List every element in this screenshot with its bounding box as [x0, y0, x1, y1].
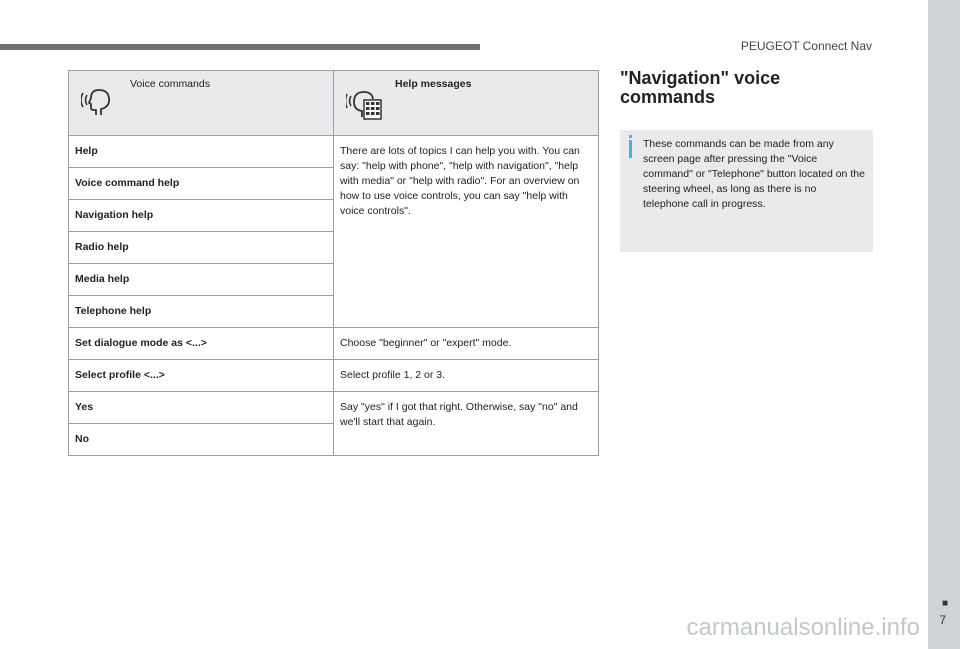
command-cell: No — [69, 424, 334, 456]
info-icon-bar — [629, 140, 632, 158]
command-cell: Media help — [69, 264, 334, 296]
command-cell: Telephone help — [69, 296, 334, 328]
message-cell: Select profile 1, 2 or 3. — [334, 360, 599, 392]
info-icon — [629, 135, 632, 138]
top-rule — [0, 44, 480, 50]
section-title: "Navigation" voice commands — [620, 68, 781, 107]
side-strip — [928, 0, 960, 649]
command-cell: Yes — [69, 392, 334, 424]
table-row — [69, 392, 599, 424]
message-cell: Choose "beginner" or "expert" mode. — [334, 328, 599, 360]
header-cell-commands — [69, 71, 334, 136]
column-label-messages: Help messages — [395, 78, 472, 90]
command-cell: Select profile <...> — [69, 360, 334, 392]
message-cell: There are lots of topics I can help you with. You can say: "help with phone", "help with navigation", "help with media" or "help with radio". For an overview on how to use voice controls, you can say "help with voice controls". — [334, 136, 599, 328]
voice-icon — [81, 85, 117, 121]
voice-keypad-icon — [346, 85, 382, 121]
command-cell: Set dialogue mode as <...> — [69, 328, 334, 360]
table-header-row — [69, 71, 599, 136]
table-row — [69, 360, 599, 392]
table-row — [69, 328, 599, 360]
command-cell: Navigation help — [69, 200, 334, 232]
message-cell: Say "yes" if I got that right. Otherwise, say "no" and we'll start that again. — [334, 392, 599, 456]
watermark: carmanualsonline.info — [686, 614, 920, 641]
command-cell: Help — [69, 136, 334, 168]
command-cell: Voice command help — [69, 168, 334, 200]
command-cell: Radio help — [69, 232, 334, 264]
info-box — [620, 130, 873, 252]
brand-header: PEUGEOT Connect Nav — [740, 39, 872, 53]
continue-marker: ■ — [941, 598, 948, 609]
voice-commands-table — [68, 70, 599, 456]
column-label-commands: Voice commands — [130, 78, 210, 90]
table-row — [69, 136, 599, 168]
page-number: 7 — [939, 613, 946, 627]
header-cell-messages — [334, 71, 599, 136]
info-text: These commands can be made from any screen page after pressing the "Voice command" or "Telephone" button located on the steering wheel, as long as there is no telephone call in progress. — [643, 138, 865, 210]
